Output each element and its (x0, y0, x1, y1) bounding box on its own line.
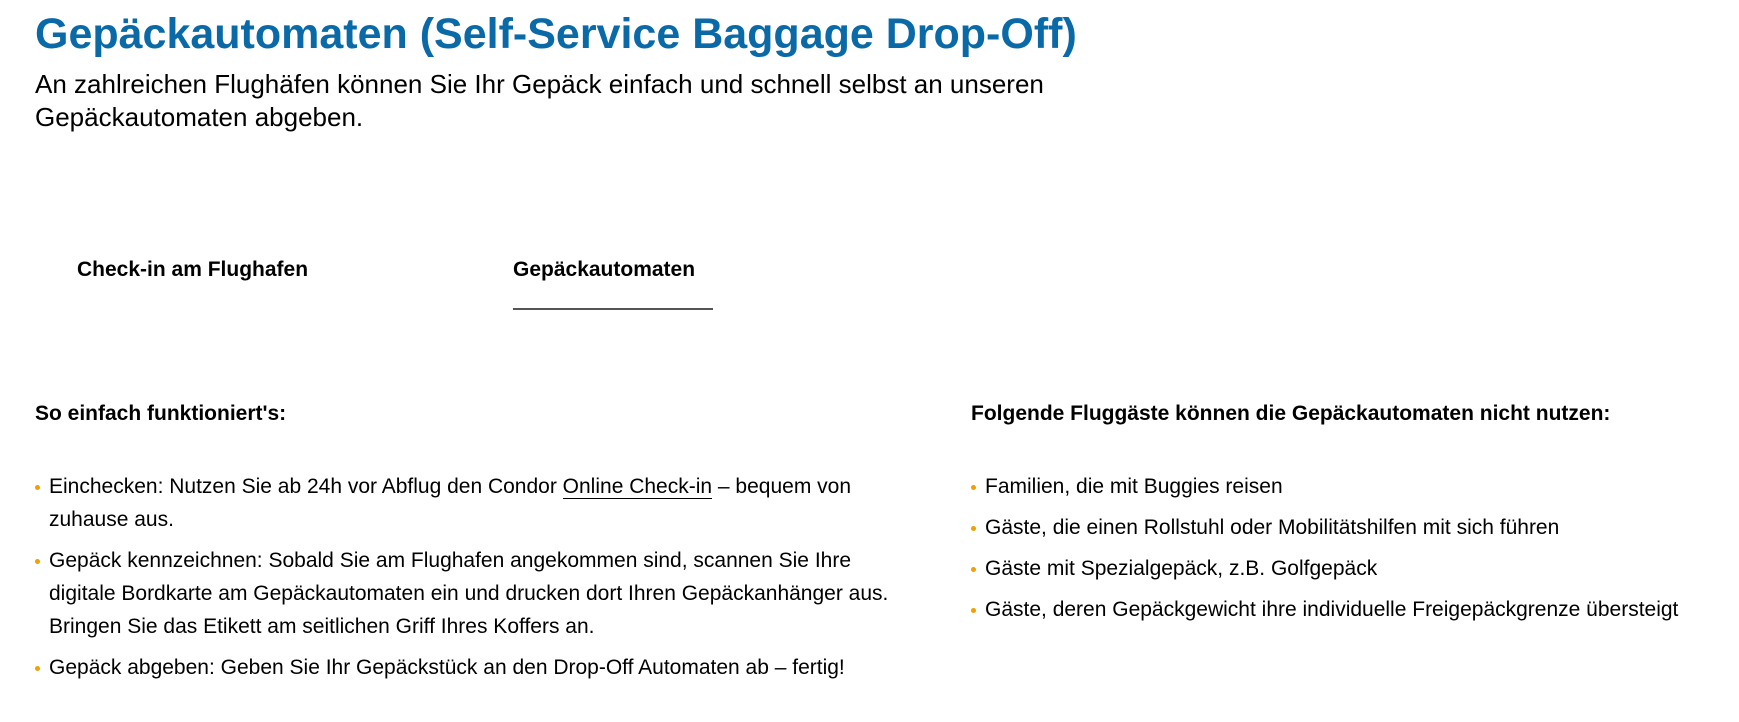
active-tab-indicator (513, 308, 713, 310)
tab-gepaeckautomaten[interactable]: Gepäckautomaten (513, 258, 696, 281)
restrictions-list (971, 470, 1731, 626)
list-item (971, 470, 1731, 503)
list-item (971, 511, 1731, 544)
list-item (971, 593, 1731, 626)
list-item (35, 470, 915, 536)
bullet-dot-icon (971, 567, 976, 572)
how-it-works-heading: So einfach funktioniert's: (35, 402, 287, 425)
list-item-text: Gepäck kennzeichnen: Sobald Sie am Flughafen angekommen sind, scannen Sie Ihre digitale Bordkarte am Gepäckautomaten ein und drucken dort Ihren Gepäckanhänger aus. Bringen Sie das Etikett am seitlichen Griff Ihres Koffers an. (49, 549, 889, 638)
bullet-dot-icon (35, 666, 40, 671)
online-check-in-link[interactable]: Online Check-in (562, 475, 713, 498)
how-it-works-section (35, 396, 915, 692)
list-item (35, 544, 915, 643)
list-item-text: Gäste, deren Gepäckgewicht ihre individuelle Freigepäckgrenze übersteigt (985, 598, 1679, 621)
list-item (35, 651, 915, 684)
list-item-text: – bequem von zuhause aus. (49, 475, 852, 531)
bullet-dot-icon (971, 485, 976, 490)
list-item (971, 552, 1731, 585)
bullet-dot-icon (971, 608, 976, 613)
page-intro: An zahlreichen Flughäfen können Sie Ihr Gepäck einfach und schnell selbst an unseren Gepäckautomaten abgeben. (35, 69, 1044, 132)
list-item-text: Gäste mit Spezialgepäck, z.B. Golfgepäck (985, 557, 1378, 580)
restrictions-heading: Folgende Fluggäste können die Gepäckautomaten nicht nutzen: (971, 402, 1611, 425)
list-item-text: Einchecken: Nutzen Sie ab 24h vor Abflug den Condor (49, 475, 563, 498)
bullet-dot-icon (971, 526, 976, 531)
tab-check-in-am-flughafen[interactable]: Check-in am Flughafen (77, 258, 309, 281)
bullet-dot-icon (35, 559, 40, 564)
bullet-dot-icon (35, 485, 40, 490)
list-item-text: Gäste, die einen Rollstuhl oder Mobilitätshilfen mit sich führen (985, 516, 1560, 539)
restrictions-section (971, 396, 1731, 634)
list-item-text: Familien, die mit Buggies reisen (985, 475, 1283, 498)
page-title: Gepäckautomaten (Self-Service Baggage Drop-Off) (35, 10, 1077, 58)
list-item-text: Gepäck abgeben: Geben Sie Ihr Gepäckstück an den Drop-Off Automaten ab – fertig! (49, 656, 845, 679)
how-it-works-list (35, 470, 915, 684)
